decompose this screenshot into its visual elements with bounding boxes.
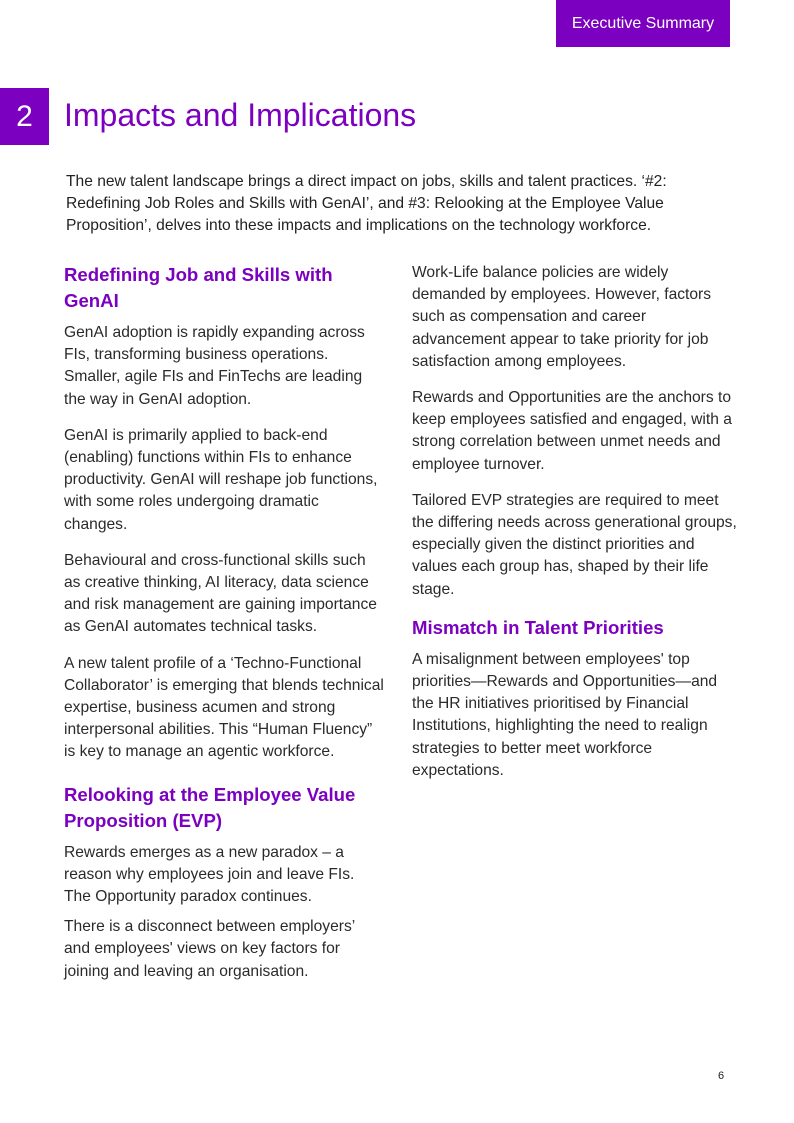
paragraph: There is a disconnect between employers’ and employees' views on key factors for joining and leaving an organisation. [64, 918, 355, 980]
paragraph: GenAI is primarily applied to back-end (enabling) functions within FIs to enhance productivity. GenAI will reshape job functions, with some roles undergoing dramatic changes. [64, 426, 378, 533]
page-title: Impacts and Implications [64, 97, 417, 133]
paragraph: Work-Life balance policies are widely demanded by employees. However, factors such as compensation and career advancement appear to take priority for job satisfaction among employees. [412, 264, 712, 370]
section-number: 2 [16, 99, 33, 133]
section-tab-label: Executive Summary [571, 14, 715, 32]
paragraph: A misalignment between employees' top priorities—Rewards and Opportunities—and the HR initiatives prioritised by Financial Institutions, highlighting the need to realign strategies to better meet workforce expectations. [412, 650, 718, 779]
heading-mismatch: Mismatch in Talent Priorities [412, 616, 664, 638]
heading-evp: Relooking at the Employee Value Proposition (EVP) [64, 783, 356, 831]
paragraph: A new talent profile of a ‘Techno-Functional Collaborator’ is emerging that blends technical expertise, business acumen and strong interpersonal abilities. This “Human Fluency” is key to manage an agentic workforce. [64, 654, 384, 761]
paragraph: GenAI adoption is rapidly expanding across FIs, transforming business operations. Smaller, agile FIs and FinTechs are leading the way in GenAI adoption. [64, 324, 365, 408]
page-number: 6 [718, 1070, 725, 1082]
section-number-badge [0, 88, 49, 145]
intro-paragraph: The new talent landscape brings a direct impact on jobs, skills and talent practices. ‘#2: Redefining Job Roles and Skills with GenAI’, and #3: Relooking at the Employee Value Proposition’, delves into these impacts and implications on the technology workforce. [66, 173, 667, 235]
left-column [64, 262, 384, 997]
paragraph: Behavioural and cross-functional skills such as creative thinking, AI literacy, data science and risk management are gaining importance as GenAI automates technical tasks. [64, 551, 377, 636]
heading-redefining-jobs: Redefining Job and Skills with GenAI [64, 264, 333, 311]
section-tab [556, 0, 730, 47]
paragraph: Rewards emerges as a new paradox – a reason why employees join and leave FIs. The Opportunity paradox continues. [64, 843, 355, 906]
paragraph: Rewards and Opportunities are the anchors to keep employees satisfied and engaged, with a strong correlation between unmet needs and employee turnover. [412, 389, 732, 473]
right-column [412, 262, 737, 796]
paragraph: Tailored EVP strategies are required to meet the differing needs across generational groups, especially given the distinct priorities and values each group has, shaped by their life stage. [412, 491, 737, 598]
